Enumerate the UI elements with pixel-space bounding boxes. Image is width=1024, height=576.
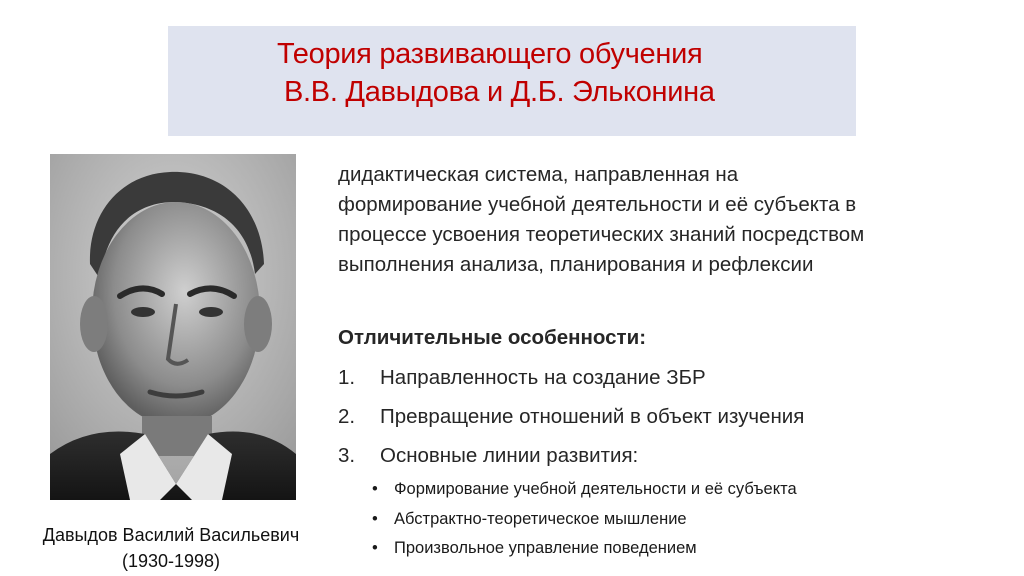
caption-name: Давыдов Василий Васильевич bbox=[42, 525, 300, 545]
numbered-item-2 bbox=[338, 405, 804, 429]
bullet-item-1 bbox=[372, 480, 797, 499]
portrait-photo bbox=[50, 154, 296, 500]
definition-line: формирование учебной деятельности и её субъекта в bbox=[338, 193, 857, 216]
item-number: 1. bbox=[338, 366, 356, 389]
features-heading: Отличительные особенности: bbox=[338, 326, 647, 349]
item-text: Превращение отношений в объект изучения bbox=[380, 405, 805, 428]
bullet-item-3 bbox=[372, 539, 697, 558]
bullet-icon: • bbox=[372, 539, 378, 557]
item-text: Направленность на создание ЗБР bbox=[380, 366, 706, 389]
bullet-item-2 bbox=[372, 510, 687, 529]
portrait-illustration bbox=[50, 154, 296, 500]
title-line-1: Теория развивающего обучения bbox=[277, 38, 703, 70]
definition-line: дидактическая система, направленная на bbox=[338, 163, 739, 186]
definition-line: выполнения анализа, планирования и рефлексии bbox=[338, 253, 814, 276]
bullet-icon: • bbox=[372, 480, 378, 498]
title-line-2: В.В. Давыдова и Д.Б. Эльконина bbox=[284, 76, 715, 108]
item-number: 2. bbox=[338, 405, 356, 428]
bullet-text: Абстрактно-теоретическое мышление bbox=[394, 510, 687, 528]
bullet-text: Формирование учебной деятельности и её субъекта bbox=[394, 480, 797, 498]
bullet-text: Произвольное управление поведением bbox=[394, 539, 697, 557]
bullet-icon: • bbox=[372, 510, 378, 528]
item-number: 3. bbox=[338, 444, 356, 467]
definition-paragraph bbox=[338, 160, 978, 280]
item-text: Основные линии развития: bbox=[380, 444, 639, 467]
numbered-item-1 bbox=[338, 366, 706, 390]
definition-line: процессе усвоения теоретических знаний посредством bbox=[338, 223, 865, 246]
caption-years: (1930-1998) bbox=[121, 551, 221, 571]
portrait-caption bbox=[14, 522, 328, 574]
title-banner bbox=[168, 26, 856, 136]
numbered-item-3 bbox=[338, 444, 638, 468]
